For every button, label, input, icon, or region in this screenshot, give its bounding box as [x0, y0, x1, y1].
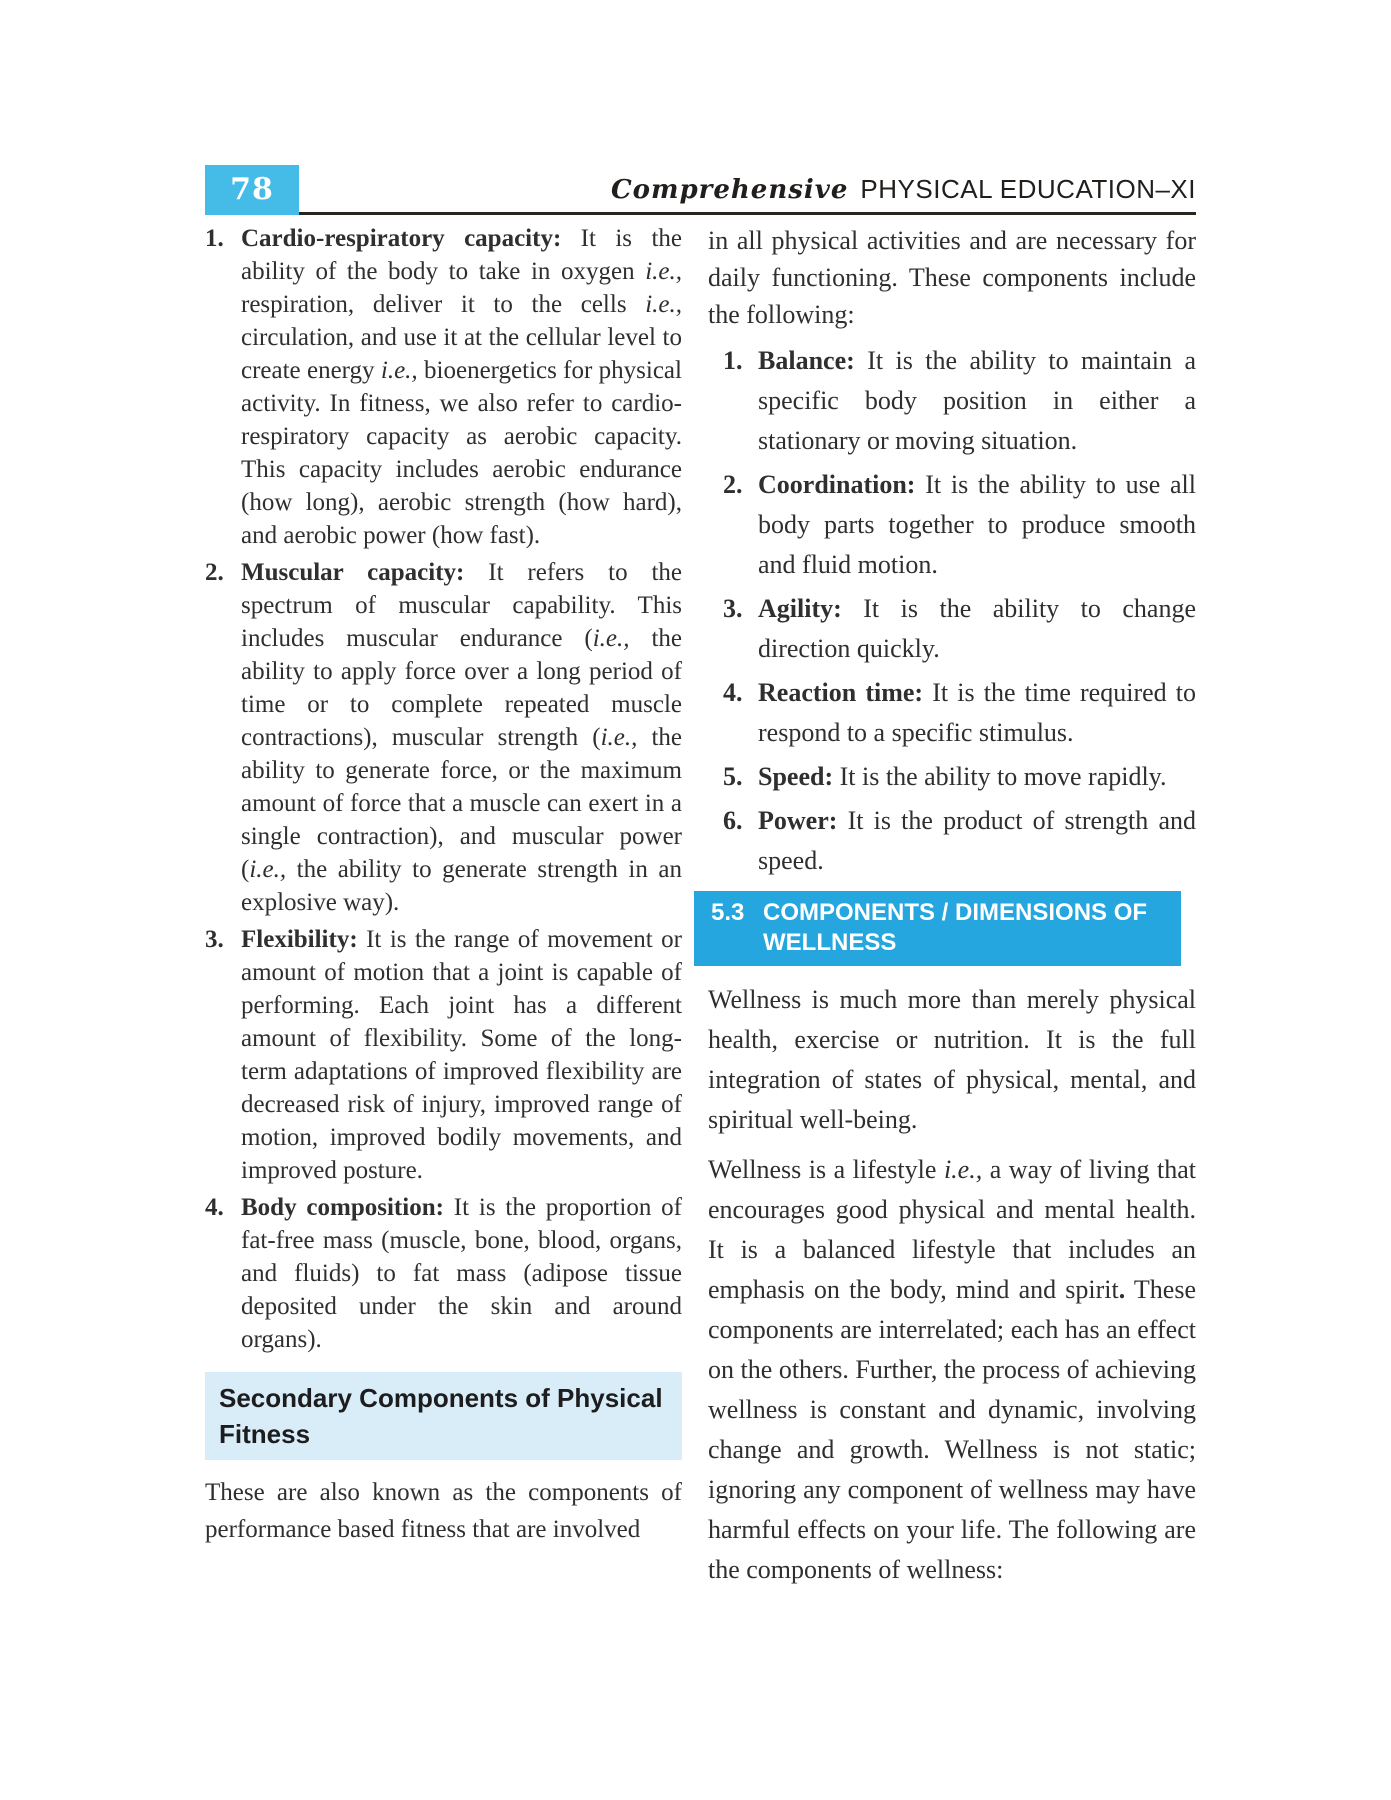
- item-number: 2.: [205, 559, 224, 586]
- section-title: COMPONENTS / DIMENSIONS OF WELLNESS: [763, 899, 1148, 956]
- item-text: Balance: It is the ability to maintain a specific body position in either a stationary or moving situation.: [758, 346, 1196, 455]
- book-title: [611, 174, 1196, 205]
- page-header: [205, 161, 1196, 215]
- page-number-badge: 78: [205, 165, 299, 215]
- item-text: Agility: It is the ability to change direction quickly.: [758, 594, 1196, 663]
- list-item: [205, 923, 682, 1187]
- item-number: 3.: [205, 926, 224, 953]
- item-number: 1.: [723, 346, 743, 375]
- list-item: [708, 673, 1196, 753]
- item-text: Muscular capacity: It refers to the spectrum of muscular capability. This includes muscular endurance (i.e., the ability to apply force over a long period of time or to complete repeated muscle contractions), muscular strength (i.e., the ability to generate force, or the maximum amount of force that a muscle can exert in a single contraction), and muscular power (i.e., the ability to generate strength in an explosive way).: [241, 559, 683, 916]
- item-number: 2.: [723, 470, 743, 499]
- item-text: Coordination: It is the ability to use all body parts together to produce smooth and fluid motion.: [758, 470, 1196, 579]
- book-title-main: PHYSICAL EDUCATION–XI: [860, 174, 1196, 204]
- item-number: 3.: [723, 594, 743, 623]
- list-item: [205, 222, 682, 552]
- list-item: [205, 556, 682, 919]
- two-column-body: [205, 222, 1196, 1590]
- section-number: 5.3: [711, 899, 745, 926]
- right-column: [708, 222, 1196, 1590]
- right-opening-paragraph: in all physical activities and are necessary for daily functioning. These components include the following:: [708, 226, 1196, 329]
- list-item: [708, 757, 1196, 797]
- section-5-3-heading: [694, 891, 1181, 966]
- item-text: Body composition: It is the proportion of fat-free mass (muscle, bone, blood, organs, and fluids) to fat mass (adipose tissue deposited under the skin and around organs).: [241, 1194, 682, 1353]
- list-item: [708, 341, 1196, 461]
- wellness-paragraph-1: Wellness is much more than merely physical health, exercise or nutrition. It is the full integration of states of physical, mental, and spiritual well-being.: [708, 985, 1196, 1134]
- list-item: [708, 465, 1196, 585]
- item-number: 4.: [205, 1194, 224, 1221]
- performance-components-list: [708, 341, 1196, 881]
- item-text: Speed: It is the ability to move rapidly.: [758, 762, 1167, 791]
- list-item: [708, 589, 1196, 669]
- wellness-paragraph-2: Wellness is a lifestyle i.e., a way of living that encourages good physical and mental health. It is a balanced lifestyle that includes an emphasis on the body, mind and spirit. These components are interrelated; each has an effect on the others. Further, the process of achieving wellness is constant and dynamic, involving change and growth. Wellness is not static; ignoring any component of wellness may have harmful effects on your life. The following are the components of wellness:: [708, 1155, 1196, 1584]
- item-text: Cardio-respiratory capacity: It is the ability of the body to take in oxygen i.e., respiration, deliver it to the cells i.e., circulation, and use it at the cellular level to create energy i.e., bioenergetics for physical activity. In fitness, we also refer to cardio-respiratory capacity as aerobic capacity. This capacity includes aerobic endurance (how long), aerobic strength (how hard), and aerobic power (how fast).: [241, 225, 682, 549]
- list-item: [205, 1191, 682, 1356]
- secondary-components-heading: Secondary Components of Physical Fitness: [205, 1372, 682, 1460]
- list-item: [708, 801, 1196, 881]
- left-closing-paragraph: These are also known as the components of performance based fitness that are involved: [205, 1479, 682, 1543]
- book-title-script: Comprehensive: [610, 175, 849, 205]
- item-text: Power: It is the product of strength and speed.: [758, 806, 1196, 875]
- item-text: Flexibility: It is the range of movement or amount of motion that a joint is capable of performing. Each joint has a different amount of flexibility. Some of the long-term adaptations of improved flexibility are decreased risk of injury, improved range of motion, improved bodily movements, and improved posture.: [241, 926, 682, 1184]
- item-text: Reaction time: It is the time required to respond to a specific stimulus.: [758, 678, 1197, 747]
- primary-components-list: [205, 222, 682, 1356]
- item-number: 4.: [723, 678, 743, 707]
- item-number: 5.: [723, 762, 743, 791]
- left-column: [205, 222, 682, 1590]
- item-number: 1.: [205, 225, 224, 252]
- item-number: 6.: [723, 806, 743, 835]
